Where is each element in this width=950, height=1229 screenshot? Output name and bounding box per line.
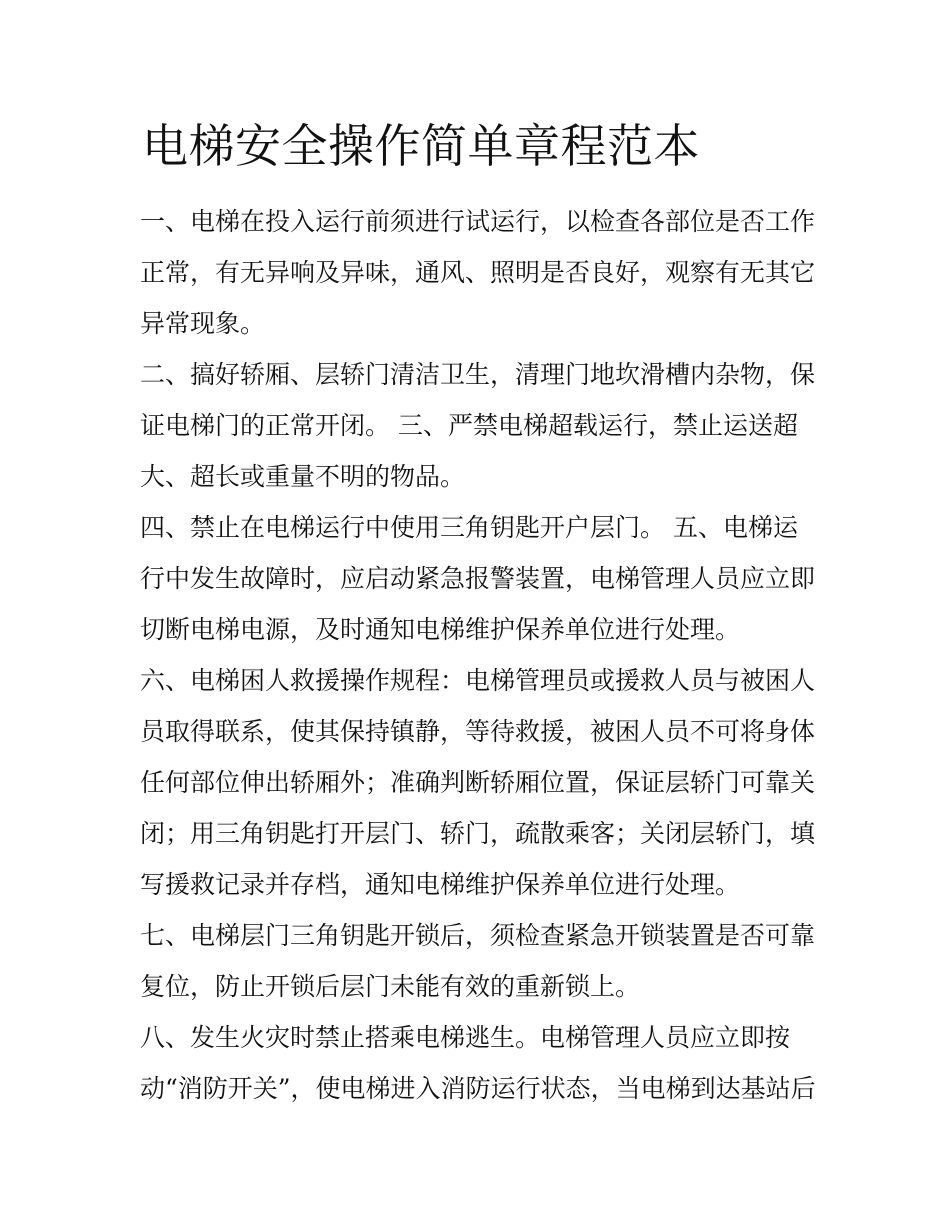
text-line: 八、发生火灾时禁止搭乘电梯逃生。电梯管理人员应立即按	[140, 1023, 791, 1052]
text-line: 切断电梯电源，及时通知电梯维护保养单位进行处理。	[140, 615, 741, 644]
text-line: 任何部位伸出轿厢外；准确判断轿厢位置，保证层轿门可靠关	[140, 768, 816, 797]
document-title: 电梯安全操作简单章程范本	[142, 119, 700, 173]
document-body	[140, 196, 820, 1114]
text-line: 员取得联系，使其保持镇静，等待救援，被困人员不可将身体	[140, 717, 816, 746]
text-line: 一、电梯在投入运行前须进行试运行，以检查各部位是否工作	[140, 207, 816, 236]
text-line: 闭；用三角钥匙打开层门、轿门，疏散乘客；关闭层轿门，填	[140, 819, 816, 848]
text-line: 异常现象。	[140, 309, 266, 338]
text-line: 证电梯门的正常开闭。 三、严禁电梯超载运行，禁止运送超	[140, 411, 798, 440]
text-line: 二、搞好轿厢、层轿门清洁卫生，清理门地坎滑槽内杂物，保	[140, 360, 816, 389]
text-line: 七、电梯层门三角钥匙开锁后，须检查紧急开锁装置是否可靠	[140, 921, 816, 950]
text-line: 写援救记录并存档，通知电梯维护保养单位进行处理。	[140, 870, 741, 899]
text-line: 动“消防开关”，使电梯进入消防运行状态，当电梯到达基站后	[140, 1074, 816, 1103]
text-line: 正常，有无异响及异味，通风、照明是否良好，观察有无其它	[140, 258, 816, 287]
text-line: 四、禁止在电梯运行中使用三角钥匙开户层门。 五、电梯运	[140, 513, 798, 542]
text-line: 复位，防止开锁后层门未能有效的重新锁上。	[140, 972, 641, 1001]
text-line: 行中发生故障时，应启动紧急报警装置，电梯管理人员应立即	[140, 564, 816, 593]
text-line: 六、电梯困人救援操作规程：电梯管理员或援救人员与被困人	[140, 666, 816, 695]
text-line: 大、超长或重量不明的物品。	[140, 462, 466, 491]
